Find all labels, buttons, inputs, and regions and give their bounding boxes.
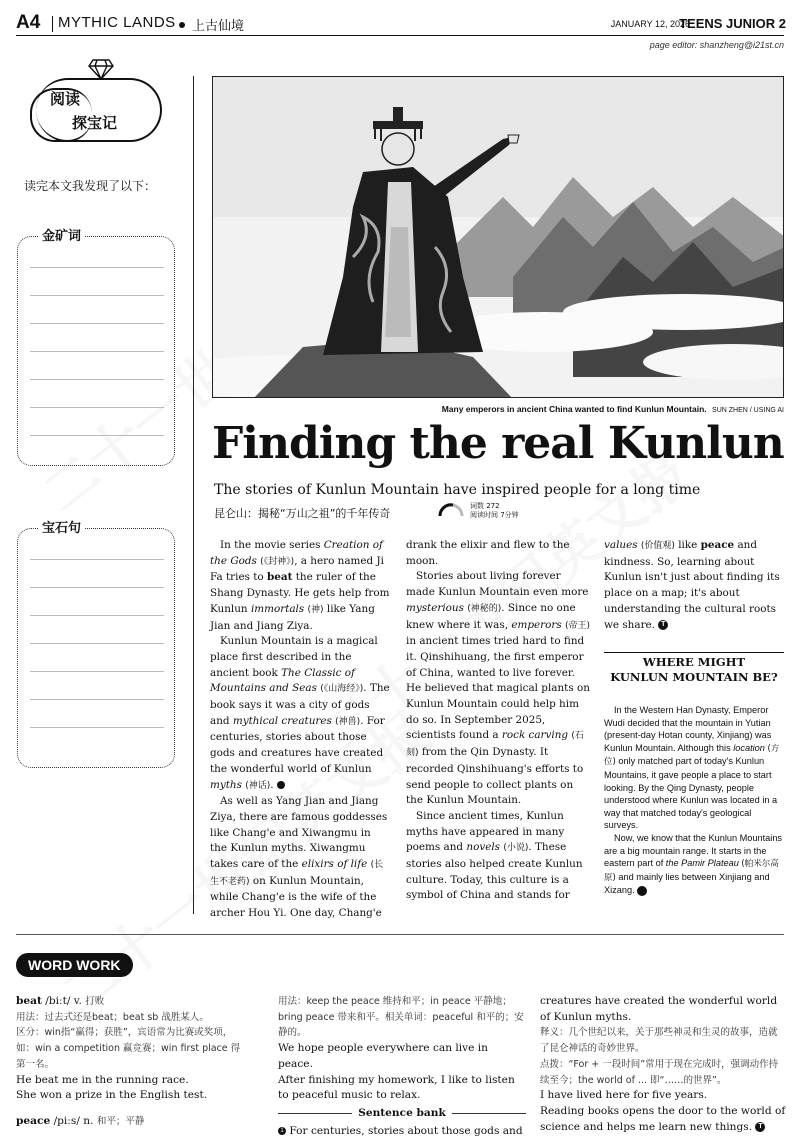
section-name: MYTHIC LANDS [58, 14, 176, 31]
write-line[interactable] [30, 407, 164, 408]
section-name-cn: 上古仙境 [192, 19, 245, 34]
gold-words-box [17, 229, 175, 466]
article-subtitle: The stories of Kunlun Mountain have inspired people for a long time [214, 482, 701, 498]
read-time: 阅读时间 7分钟 [470, 511, 519, 519]
write-line[interactable] [30, 699, 164, 700]
write-line[interactable] [30, 435, 164, 436]
caption-text: Many emperors in ancient China wanted to find Kunlun Mountain. [441, 404, 707, 414]
sidebar-heading [604, 652, 784, 685]
page-number: A4 [16, 12, 41, 33]
write-line[interactable] [30, 323, 164, 324]
write-line[interactable] [30, 351, 164, 352]
article-subtitle-cn: 昆仑山：揭秘“万山之祖”的千年传奇 [214, 507, 391, 520]
sidebar-heading-line: KUNLUN MOUNTAIN BE? [610, 670, 778, 684]
reading-treasure-badge [36, 78, 162, 142]
page-header [16, 10, 786, 36]
emperor-illustration [212, 76, 784, 398]
article-column-1: In the movie series Creation of the Gods (《封神》), a hero named Ji Fa tries to beat the ruler of the Shang Dynasty. He gets help from Kunlun immortals (神) like Yang Jian and Jiang Ziya. Kunlun Mountain is a magical place first described in the ancient book The Classic of Mountains and Seas (《山海经》). The book says it was a city of gods and mythical creatures (神兽). For centuries, stories about those gods and creatures have created the wonderful world of Kunlun myths (神话). 1 As well as Yang Jian and Jiang Ziya, there are famous goddesses like Chang'e and Xiwangmu in the Kunlun myths. Xiwangmu takes care of the elixirs of life (长生不老药) on Kunlun Mountain, while Chang'e is the wife of the archer Hou Yi. One day, Chang'e [210, 539, 390, 920]
sidebar-heading-line: WHERE MIGHT [642, 655, 746, 669]
gauge-icon [437, 500, 465, 522]
write-line[interactable] [30, 587, 164, 588]
header-rule [16, 35, 784, 36]
word-work-column-1: beat /biːt/ v. 打败 用法：过去式还是beat；beat sb 战胜某人。 区分：win指“赢得；获胜”，宾语常为比赛或奖项，如：win a competition 赢竞赛；win first place 得第一名。 He beat me in the running race. She won a prize in the English test. peace /piːs/ n. 和平；平静 [16, 995, 241, 1127]
found-prompt: 读完本文我发现了以下： [24, 179, 157, 193]
gem-sentences-box [17, 521, 175, 768]
section-rule [16, 934, 784, 935]
write-line[interactable] [30, 671, 164, 672]
image-credit: SUN ZHEN / USING AI [712, 407, 784, 414]
issue-date: JANUARY 12, 2026 [610, 19, 690, 29]
write-line[interactable] [30, 643, 164, 644]
header-divider [52, 16, 53, 32]
bullet-icon [179, 22, 185, 28]
word-work-column-2: 用法：keep the peace 维持和平；in peace 平静地；bring peace 带来和平。相关单词：peaceful 和平的；安静的。 We hope people everywhere can live in peace. After finishing my homework, I like to listen to peaceful music to relax. Sentence bank 1 For centuries, stories about those gods and [278, 994, 526, 1139]
column-divider [193, 76, 194, 914]
write-line[interactable] [30, 615, 164, 616]
page-editor: page editor: shanzheng@i21st.cn [649, 40, 784, 50]
article-column-3: values (价值观) like peace and kindness. So, learning about Kunlun isn't just about finding its place on a map; it's about understanding the cultural roots we share. T [604, 539, 780, 631]
end-mark-icon: T [658, 620, 668, 630]
word-count: 词数 272 [470, 502, 500, 510]
reading-stats [470, 502, 519, 520]
write-line[interactable] [30, 727, 164, 728]
article-title: Finding the real Kunlun [212, 418, 784, 469]
sentence-bank-label: Sentence bank [358, 1106, 446, 1119]
end-mark-icon: T [755, 1122, 765, 1132]
word-work-label: WORD WORK [16, 953, 133, 977]
word-work-column-3: creatures have created the wonderful world of Kunlun myths. 释义：几个世纪以来，关于那些神灵和生灵的故事，造就了昆仑神话的奇妙世界。 点拨：“For + 一段时间”常用于现在完成时，强调动作持续至今；the world of ... 即“……的世界”。 I have lived here for five years. Reading books opens the door to the world of science and helps me learn new things. T [540, 995, 786, 1133]
write-line[interactable] [30, 559, 164, 560]
article-column-2: drank the elixir and flew to the moon. Stories about living forever made Kunlun Mountain even more mysterious (神秘的). Since no one knew where it was, emperors (帝王) in ancient times tried hard to find it. Qinshihuang, the first emperor of China, wanted to live forever. He believed that magical plants on Kunlun Mountain could help him do so. In September 2025, scientists found a rock carving (石刻) from the Qin Dynasty. It recorded Qinshihuang's efforts to send people to collect plants on the Kunlun Mountain. Since ancient times, Kunlun myths have appeared in many poems and novels (小说). These stories also helped create Kunlun culture. Today, this culture is a symbol of China and stands for [406, 539, 590, 902]
sentence-note-icon: 1 [278, 1127, 286, 1135]
sidebar-text: In the Western Han Dynasty, Emperor Wudi decided that the mountain in Yutian (present-day Hotan county, Xinjiang) was Kunlun Mountain. Although this location (方位) only matched part of today's Kunlun Mountains, it gave people a place to start looking. By the Qing Dynasty, people understood where Kunlun was located in a way that matched today's geological surveys. Now, we know that the Kunlun Mountains are a big mountain range. It starts in the eastern part of the Pamir Plateau (帕米尔高原) and mainly lies between Xinjiang and Xizang. T [604, 705, 783, 896]
badge-text: 阅读 [50, 90, 81, 108]
image-caption [442, 404, 784, 414]
publication-name: TEENS JUNIOR 2 [679, 16, 786, 31]
write-line[interactable] [30, 379, 164, 380]
gem-sentences-label: 宝石句 [38, 517, 85, 536]
write-line[interactable] [30, 267, 164, 268]
sentence-note-icon: 1 [277, 781, 285, 789]
end-mark-icon: T [637, 886, 647, 896]
sentence-bank-heading [278, 1106, 526, 1122]
write-line[interactable] [30, 295, 164, 296]
badge-text: 探宝记 [72, 114, 118, 132]
gold-words-label: 金矿词 [38, 225, 85, 244]
